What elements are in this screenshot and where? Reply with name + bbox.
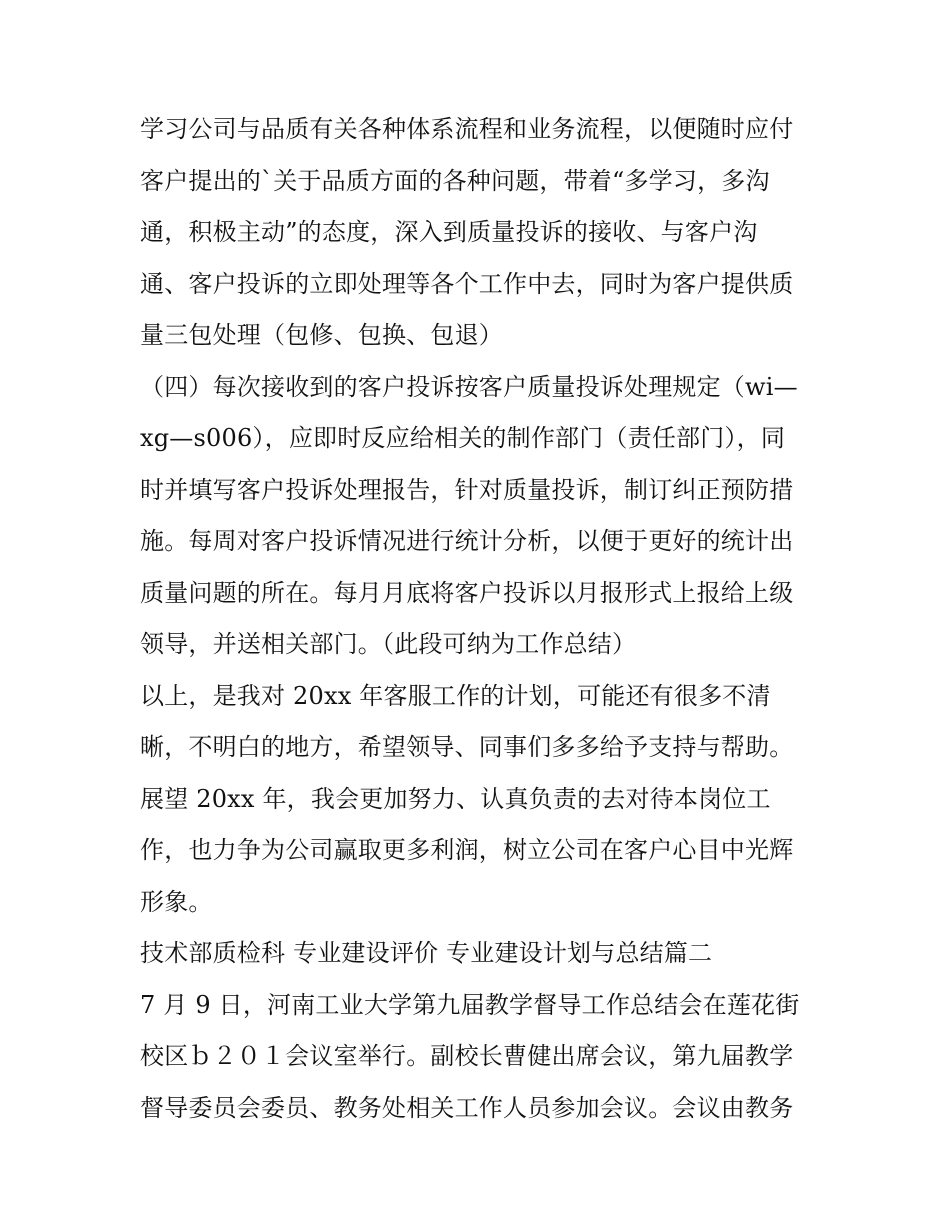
text-line: 客户提出的`关于品质方面的各种问题，带着“多学习，多沟 bbox=[140, 166, 770, 195]
text-line: （四）每次接收到的客户投诉按客户质量投诉处理规定（wi— bbox=[140, 372, 798, 401]
text-line: 晰，不明白的地方，希望领导、同事们多多给予支持与帮助。 bbox=[140, 733, 794, 761]
text-line: 7 月 9 日，河南工业大学第九届教学督导工作总结会在莲花街 bbox=[140, 990, 800, 1019]
text-line: 质量问题的所在。每月月底将客户投诉以月报形式上报给上级 bbox=[140, 578, 794, 607]
text-line: xg—s006），应即时反应给相关的制作部门（责任部门），同 bbox=[140, 424, 786, 452]
text-line: 量三包处理（包修、包换、包退） bbox=[140, 321, 503, 349]
text-line: 以上，是我对 20xx 年客服工作的计划，可能还有很多不清 bbox=[140, 681, 771, 710]
text-line: 领导，并送相关部门。（此段可纳为工作总结） bbox=[140, 630, 637, 658]
section-heading: 技术部质检科 专业建设评价 专业建设计划与总结篇二 bbox=[140, 939, 713, 967]
text-line: 形象。 bbox=[140, 887, 213, 916]
text-line: 通、客户投诉的立即处理等各个工作中去，同时为客户提供质 bbox=[140, 269, 794, 298]
text-line: 施。每周对客户投诉情况进行统计分析，以便于更好的统计出 bbox=[140, 527, 794, 555]
text-line: 作，也力争为公司赢取更多利润，树立公司在客户心目中光辉 bbox=[140, 836, 794, 864]
text-line: 通，积极主动”的态度，深入到质量投诉的接收、与客户沟 bbox=[140, 218, 758, 246]
text-line: 督导委员会委员、教务处相关工作人员参加会议。会议由教务 bbox=[140, 1093, 794, 1122]
text-line: 校区ｂ２０１会议室举行。副校长曹健出席会议，第九届教学 bbox=[140, 1042, 794, 1070]
text-line: 展望 20xx 年，我会更加努力、认真负责的去对待本岗位工 bbox=[140, 784, 771, 813]
body-text bbox=[140, 104, 820, 1134]
text-line: 学习公司与品质有关各种体系流程和业务流程，以便随时应付 bbox=[140, 115, 794, 143]
text-line: 时并填写客户投诉处理报告，针对质量投诉，制订纠正预防措 bbox=[140, 475, 794, 504]
